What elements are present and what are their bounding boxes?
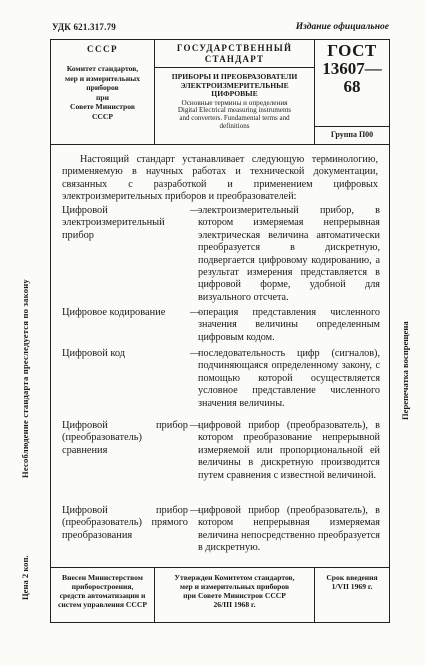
header-block (50, 39, 390, 145)
term-label: Цифровой прибор (преобразователь) прямого преобразования (62, 505, 188, 541)
term-label: Цифровой код (62, 348, 126, 359)
header-issuer (51, 40, 155, 144)
header-title (155, 40, 315, 144)
term-definition: цифровой прибор (преобразователь), в котором непрерывная измеряемая величина непосредственно преобразуется в дискретную. (198, 505, 380, 554)
term-dash: — (190, 505, 201, 516)
term-definition: цифровой прибор (преобразователь), в котором преобразование непрерывной измеряемой или пропорциональной ей величины в дискретную производится путем сравнения с известной величиной. (198, 420, 380, 481)
header-number (315, 40, 389, 144)
price-label: Цена 2 коп. (20, 555, 30, 600)
reprint-notice: Перепечатка воспрещена (400, 321, 410, 420)
english-title: Digital Electrical measuring instruments and converters. Fundamental terms and definitions (177, 105, 292, 130)
standard-subject: ПРИБОРЫ И ПРЕОБРАЗОВАТЕЛИ ЭЛЕКТРОИЗМЕРИТЕЛЬНЫЕ ЦИФРОВЫЕ (171, 72, 298, 99)
committee-label: Комитет стандартов, мер и измерительных приборов при Совете Министров СССР (65, 64, 140, 121)
gost-number: 13607—68 (322, 59, 382, 96)
term-dash: — (190, 420, 201, 431)
introduced-by: Внесен Министерством приборостроения, средств автоматизации и систем управления СССР (51, 568, 155, 622)
group-divider (315, 126, 389, 127)
term-dash: — (190, 307, 201, 318)
term-dash: — (190, 205, 201, 216)
title-divider (155, 67, 314, 68)
term-dash: — (190, 348, 201, 359)
udk-code: УДК 621.317.79 (52, 22, 116, 32)
term-label: Цифровой прибор (преобразователь) сравнения (62, 420, 188, 456)
term-definition: операция представления численного значения величины определенным цифровым кодом. (198, 307, 380, 343)
standard-title: ГОСУДАРСТВЕННЫЙ СТАНДАРТ (176, 43, 293, 64)
term-label: Цифровое кодирование (62, 307, 166, 318)
intro-paragraph: Настоящий стандарт устанавливает следующую терминологию, применяемую в научных работах и технической документации, связанных с разработкой и применением цифровых электроизмерительных приборов и преобразователей: (62, 154, 378, 203)
gost-label: ГОСТ (327, 41, 377, 60)
approved-by: Утвержден Комитетом стандартов, мер и измерительных приборов при Совете Министров СССР 26/III 1968 г. (155, 568, 315, 622)
standard-subtitle: Основные термины и определения (181, 98, 288, 107)
effective-date: Срок введения 1/VII 1969 г. (326, 573, 378, 591)
term-label: Цифровой электроизмерительный прибор (62, 205, 165, 241)
group-label: Группа П00 (330, 130, 374, 139)
term-definition: последовательность цифр (сигналов), подчиняющаяся определенному закону, с помощью которой осуществляется условное представление численного значения величины. (198, 348, 380, 409)
term-definition: электроизмерительный прибор, в котором измеряемая непрерывная электрическая величина автоматически преобразуется в дискретную, подвергается цифровому кодированию, а результат измерения представляется в цифровой форме, удобной для визуального отсчета. (198, 205, 380, 303)
edition-label: Издание официальное (295, 22, 389, 32)
country-label: СССР (87, 44, 118, 54)
footer-block (50, 567, 390, 623)
legal-notice: Несоблюдение стандарта преследуется по закону (20, 279, 30, 478)
